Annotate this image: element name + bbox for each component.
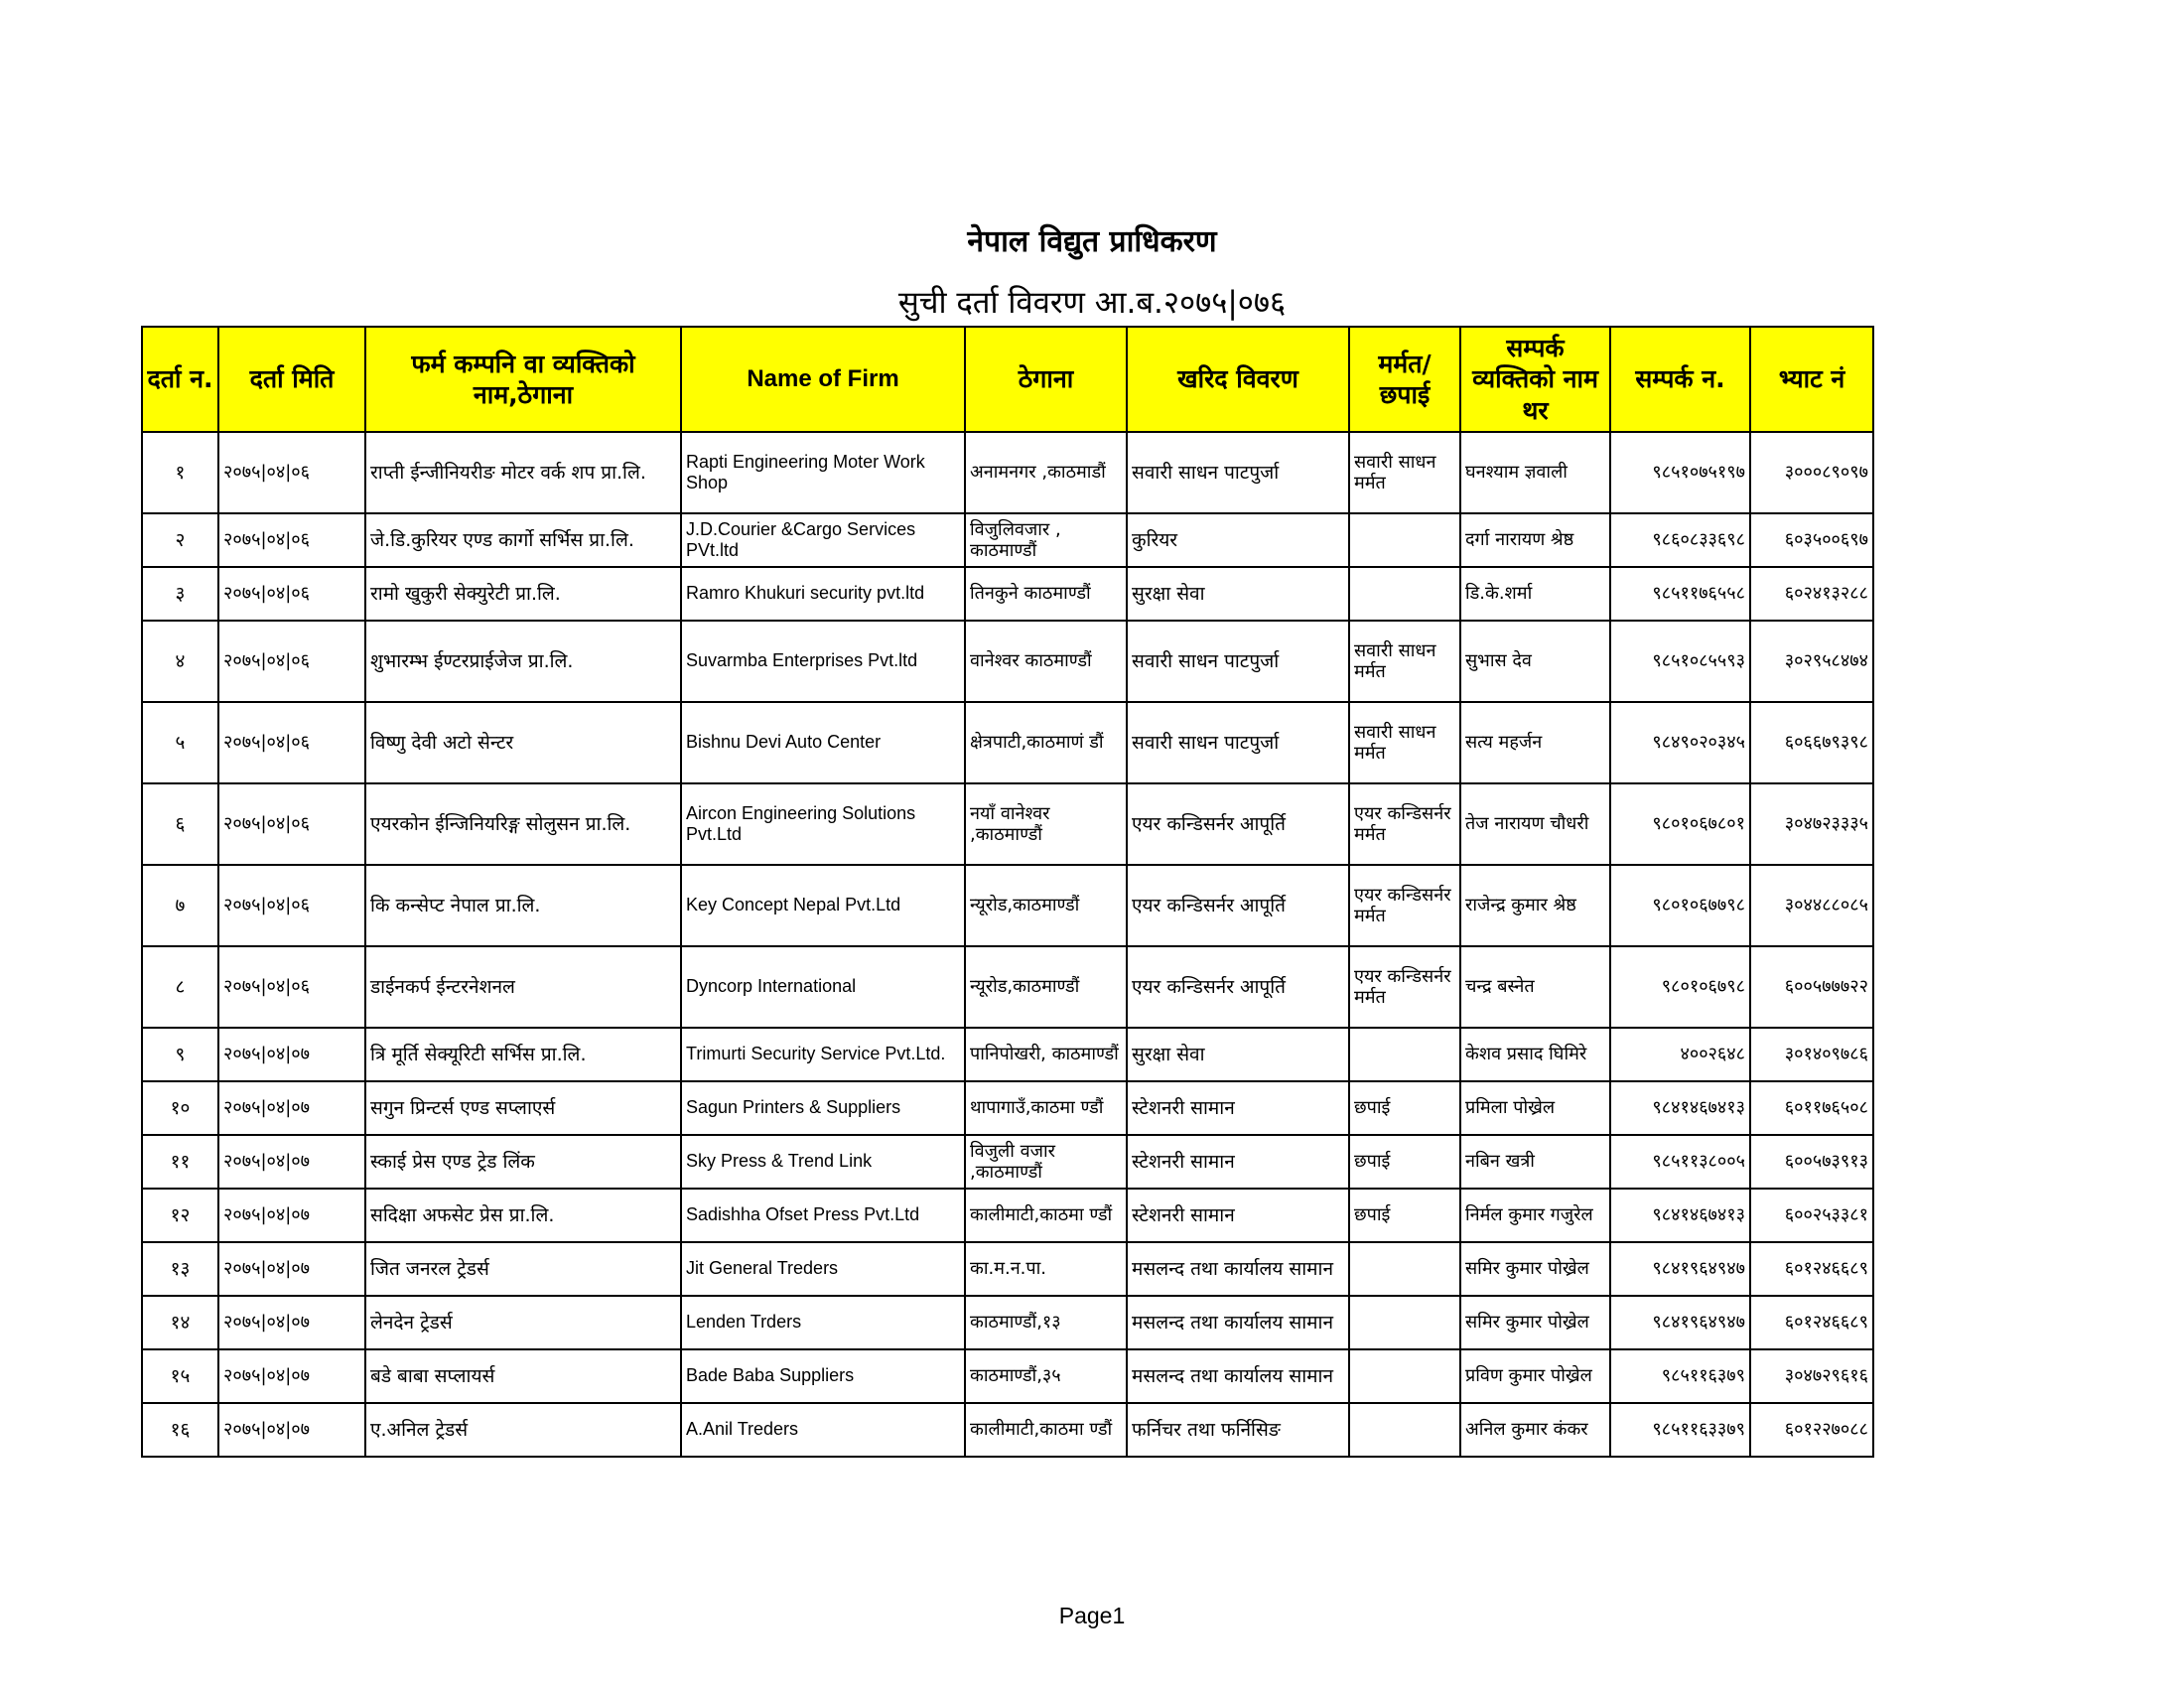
cell-purchase: मसलन्द तथा कार्यालय सामान: [1127, 1349, 1349, 1403]
cell-reg-date: २०७५|०४|०७: [218, 1349, 365, 1403]
cell-purchase: मसलन्द तथा कार्यालय सामान: [1127, 1242, 1349, 1296]
cell-reg-no: १: [142, 432, 218, 513]
cell-repair: छपाई: [1349, 1189, 1460, 1242]
cell-contact-person: सत्य महर्जन: [1460, 702, 1610, 783]
cell-firm-name-en: Rapti Engineering Moter Work Shop: [681, 432, 965, 513]
cell-firm-name-np: स्काई प्रेस एण्ड ट्रेड लिंक: [365, 1135, 681, 1189]
cell-repair: एयर कन्डिसर्नर मर्मत: [1349, 946, 1460, 1028]
table-row: [142, 1081, 1873, 1135]
cell-reg-date: २०७५|०४|०७: [218, 1081, 365, 1135]
cell-firm-name-en: Lenden Trders: [681, 1296, 965, 1349]
cell-address: थापागाउँ,काठमा ण्डौं: [965, 1081, 1127, 1135]
cell-repair: [1349, 1349, 1460, 1403]
cell-firm-name-en: Sky Press & Trend Link: [681, 1135, 965, 1189]
cell-vat-no: ६०१२४६६८९: [1750, 1242, 1873, 1296]
cell-repair: सवारी साधन मर्मत: [1349, 432, 1460, 513]
cell-address: वानेश्वर काठमाण्डौं: [965, 621, 1127, 702]
cell-reg-no: ६: [142, 783, 218, 865]
table-row: [142, 1189, 1873, 1242]
cell-vat-no: ६०१२४६६८९: [1750, 1296, 1873, 1349]
cell-firm-name-en: Ramro Khukuri security pvt.ltd: [681, 567, 965, 621]
cell-purchase: सवारी साधन पाटपुर्जा: [1127, 702, 1349, 783]
cell-repair: [1349, 1403, 1460, 1457]
cell-vat-no: ६०११७६५०८: [1750, 1081, 1873, 1135]
cell-contact-no: ९८४१४६७४१३: [1610, 1081, 1750, 1135]
cell-reg-date: २०७५|०४|०७: [218, 1135, 365, 1189]
cell-purchase: एयर कन्डिसर्नर आपूर्ति: [1127, 946, 1349, 1028]
cell-reg-date: २०७५|०४|०६: [218, 702, 365, 783]
cell-reg-date: २०७५|०४|०६: [218, 432, 365, 513]
cell-firm-name-np: कि कन्सेप्ट नेपाल प्रा.लि.: [365, 865, 681, 946]
cell-reg-date: २०७५|०४|०७: [218, 1189, 365, 1242]
cell-firm-name-en: Key Concept Nepal Pvt.Ltd: [681, 865, 965, 946]
table-body: [142, 432, 1873, 1457]
cell-purchase: एयर कन्डिसर्नर आपूर्ति: [1127, 783, 1349, 865]
cell-contact-person: सुभास देव: [1460, 621, 1610, 702]
cell-vat-no: ६०१२२७०८८: [1750, 1403, 1873, 1457]
cell-purchase: सुरक्षा सेवा: [1127, 1028, 1349, 1081]
cell-reg-no: १३: [142, 1242, 218, 1296]
cell-repair: [1349, 1296, 1460, 1349]
cell-contact-person: केशव प्रसाद घिमिरे: [1460, 1028, 1610, 1081]
cell-contact-no: ९८०१०६७८०१: [1610, 783, 1750, 865]
cell-firm-name-np: लेनदेन ट्रेडर्स: [365, 1296, 681, 1349]
cell-contact-no: ९८५११३८००५: [1610, 1135, 1750, 1189]
cell-firm-name-np: सगुन प्रिन्टर्स एण्ड सप्लाएर्स: [365, 1081, 681, 1135]
cell-repair: [1349, 1028, 1460, 1081]
cell-vat-no: ३०२९५८४७४: [1750, 621, 1873, 702]
cell-contact-person: नबिन खत्री: [1460, 1135, 1610, 1189]
cell-contact-no: ९८०१०६७७९८: [1610, 865, 1750, 946]
header-purchase: खरिद विवरण: [1127, 327, 1349, 432]
cell-firm-name-en: J.D.Courier &Cargo Services PVt.ltd: [681, 513, 965, 567]
cell-reg-date: २०७५|०४|०७: [218, 1296, 365, 1349]
cell-reg-no: ३: [142, 567, 218, 621]
table-row: [142, 1242, 1873, 1296]
cell-purchase: स्टेशनरी सामान: [1127, 1189, 1349, 1242]
registration-table: [141, 326, 1874, 1458]
cell-address: तिनकुने काठमाण्डौं: [965, 567, 1127, 621]
cell-address: न्यूरोड,काठमाण्डौं: [965, 946, 1127, 1028]
cell-contact-person: प्रविण कुमार पोख्रेल: [1460, 1349, 1610, 1403]
cell-reg-date: २०७५|०४|०६: [218, 946, 365, 1028]
cell-contact-no: ९८४१९६४९४७: [1610, 1296, 1750, 1349]
cell-repair: सवारी साधन मर्मत: [1349, 621, 1460, 702]
table-row: [142, 513, 1873, 567]
cell-repair: [1349, 1242, 1460, 1296]
table-row: [142, 1135, 1873, 1189]
cell-firm-name-en: Sadishha Ofset Press Pvt.Ltd: [681, 1189, 965, 1242]
cell-reg-date: २०७५|०४|०६: [218, 783, 365, 865]
cell-purchase: फर्निचर तथा फर्निसिङ: [1127, 1403, 1349, 1457]
document-subtitle: सुची दर्ता विवरण आ.ब.२०७५|०७६: [897, 285, 1287, 321]
cell-reg-no: ८: [142, 946, 218, 1028]
table-row: [142, 1296, 1873, 1349]
cell-reg-no: ७: [142, 865, 218, 946]
cell-vat-no: ६०३५००६९७: [1750, 513, 1873, 567]
table-row: [142, 1028, 1873, 1081]
cell-reg-date: २०७५|०४|०७: [218, 1028, 365, 1081]
table-row: [142, 1403, 1873, 1457]
cell-purchase: मसलन्द तथा कार्यालय सामान: [1127, 1296, 1349, 1349]
cell-vat-no: ३०१४०९७८६: [1750, 1028, 1873, 1081]
cell-reg-no: ५: [142, 702, 218, 783]
cell-contact-no: ९८५११६३७९: [1610, 1349, 1750, 1403]
cell-contact-no: ९८५११७६५५८: [1610, 567, 1750, 621]
cell-address: विजुलिवजार , काठमाण्डौं: [965, 513, 1127, 567]
header-reg-no: दर्ता न.: [142, 327, 218, 432]
cell-address: काठमाण्डौं,३५: [965, 1349, 1127, 1403]
cell-vat-no: ३०४७२९६१६: [1750, 1349, 1873, 1403]
cell-reg-date: २०७५|०४|०६: [218, 567, 365, 621]
cell-repair: एयर कन्डिसर्नर मर्मत: [1349, 865, 1460, 946]
cell-firm-name-en: Bishnu Devi Auto Center: [681, 702, 965, 783]
cell-firm-name-en: Suvarmba Enterprises Pvt.ltd: [681, 621, 965, 702]
cell-reg-no: १४: [142, 1296, 218, 1349]
cell-contact-person: चन्द्र बस्नेत: [1460, 946, 1610, 1028]
table-row: [142, 702, 1873, 783]
cell-contact-no: ९८५१०८५५९३: [1610, 621, 1750, 702]
cell-firm-name-en: Jit General Treders: [681, 1242, 965, 1296]
table-header-row: [142, 327, 1873, 432]
cell-contact-person: राजेन्द्र कुमार श्रेष्ठ: [1460, 865, 1610, 946]
cell-firm-name-np: त्रि मूर्ति सेक्यूरिटी सर्भिस प्रा.लि.: [365, 1028, 681, 1081]
cell-reg-no: १२: [142, 1189, 218, 1242]
cell-contact-person: प्रमिला पोख्रेल: [1460, 1081, 1610, 1135]
cell-firm-name-np: जे.डि.कुरियर एण्ड कार्गो सर्भिस प्रा.लि.: [365, 513, 681, 567]
cell-contact-no: ९८४१४६७४१३: [1610, 1189, 1750, 1242]
cell-vat-no: ६००२५३३८१: [1750, 1189, 1873, 1242]
cell-contact-no: ९८०१०६७९८: [1610, 946, 1750, 1028]
table-row: [142, 567, 1873, 621]
header-reg-date: दर्ता मिति: [218, 327, 365, 432]
page-number: Page1: [1058, 1603, 1126, 1628]
cell-reg-no: १०: [142, 1081, 218, 1135]
cell-firm-name-np: एयरकोन ईन्जिनियरिङ्ग सोलुसन प्रा.लि.: [365, 783, 681, 865]
header-firm-name-en: Name of Firm: [681, 327, 965, 432]
cell-contact-no: ९८४९०२०३४५: [1610, 702, 1750, 783]
cell-address: क्षेत्रपाटी,काठमाणं डौं: [965, 702, 1127, 783]
cell-address: नयाँ वानेश्वर ,काठमाण्डौं: [965, 783, 1127, 865]
cell-contact-person: दर्गा नारायण श्रेष्ठ: [1460, 513, 1610, 567]
cell-firm-name-np: बडे बाबा सप्लायर्स: [365, 1349, 681, 1403]
cell-reg-date: २०७५|०४|०७: [218, 1242, 365, 1296]
cell-reg-date: २०७५|०४|०६: [218, 513, 365, 567]
table-row: [142, 946, 1873, 1028]
cell-reg-date: २०७५|०४|०७: [218, 1403, 365, 1457]
table-row: [142, 432, 1873, 513]
cell-purchase: एयर कन्डिसर्नर आपूर्ति: [1127, 865, 1349, 946]
header-repair: मर्मत/छपाई: [1349, 327, 1460, 432]
cell-firm-name-en: Aircon Engineering Solutions Pvt.Ltd: [681, 783, 965, 865]
cell-reg-no: १५: [142, 1349, 218, 1403]
cell-address: विजुली वजार ,काठमाण्डौं: [965, 1135, 1127, 1189]
cell-reg-no: ४: [142, 621, 218, 702]
cell-contact-no: ४००२६४८: [1610, 1028, 1750, 1081]
cell-vat-no: ३०००८९०९७: [1750, 432, 1873, 513]
cell-vat-no: ६०६६७९३९८: [1750, 702, 1873, 783]
cell-vat-no: ६०२४१३२८८: [1750, 567, 1873, 621]
header-vat-no: भ्याट नं: [1750, 327, 1873, 432]
cell-contact-person: समिर कुमार पोख्रेल: [1460, 1296, 1610, 1349]
cell-vat-no: ६००५७३९१३: [1750, 1135, 1873, 1189]
table-row: [142, 783, 1873, 865]
cell-purchase: सुरक्षा सेवा: [1127, 567, 1349, 621]
cell-firm-name-np: सदिक्षा अफसेट प्रेस प्रा.लि.: [365, 1189, 681, 1242]
cell-address: का.म.न.पा.: [965, 1242, 1127, 1296]
cell-contact-no: ९८५११६३३७९: [1610, 1403, 1750, 1457]
cell-firm-name-np: डाईनकर्प ईन्टरनेशनल: [365, 946, 681, 1028]
header-contact-person: सम्पर्क व्यक्तिको नाम थर: [1460, 327, 1610, 432]
cell-contact-person: घनश्याम ज्ञवाली: [1460, 432, 1610, 513]
table-row: [142, 621, 1873, 702]
cell-address: पानिपोखरी, काठमाण्डौं: [965, 1028, 1127, 1081]
cell-repair: छपाई: [1349, 1081, 1460, 1135]
cell-firm-name-en: Bade Baba Suppliers: [681, 1349, 965, 1403]
table-row: [142, 865, 1873, 946]
cell-contact-no: ९८६०८३३६९८: [1610, 513, 1750, 567]
cell-vat-no: ३०४४८८०८५: [1750, 865, 1873, 946]
cell-repair: [1349, 513, 1460, 567]
header-address: ठेगाना: [965, 327, 1127, 432]
cell-reg-no: ९: [142, 1028, 218, 1081]
cell-reg-no: २: [142, 513, 218, 567]
cell-purchase: स्टेशनरी सामान: [1127, 1135, 1349, 1189]
cell-repair: छपाई: [1349, 1135, 1460, 1189]
cell-firm-name-np: रामो खुकुरी सेक्युरेटी प्रा.लि.: [365, 567, 681, 621]
cell-purchase: सवारी साधन पाटपुर्जा: [1127, 621, 1349, 702]
cell-reg-no: ११: [142, 1135, 218, 1189]
table-row: [142, 1349, 1873, 1403]
cell-firm-name-np: जित जनरल ट्रेडर्स: [365, 1242, 681, 1296]
cell-repair: [1349, 567, 1460, 621]
cell-contact-person: डि.के.शर्मा: [1460, 567, 1610, 621]
cell-reg-date: २०७५|०४|०६: [218, 865, 365, 946]
cell-firm-name-en: A.Anil Treders: [681, 1403, 965, 1457]
cell-firm-name-np: ए.अनिल ट्रेडर्स: [365, 1403, 681, 1457]
header-contact-no: सम्पर्क न.: [1610, 327, 1750, 432]
cell-contact-person: अनिल कुमार कंकर: [1460, 1403, 1610, 1457]
cell-purchase: स्टेशनरी सामान: [1127, 1081, 1349, 1135]
cell-firm-name-np: राप्ती ईन्जीनियरीङ मोटर वर्क शप प्रा.लि.: [365, 432, 681, 513]
cell-address: न्यूरोड,काठमाण्डौं: [965, 865, 1127, 946]
cell-address: कालीमाटी,काठमा ण्डौं: [965, 1189, 1127, 1242]
cell-address: कालीमाटी,काठमा ण्डौं: [965, 1403, 1127, 1457]
cell-repair: एयर कन्डिसर्नर मर्मत: [1349, 783, 1460, 865]
cell-reg-no: १६: [142, 1403, 218, 1457]
cell-contact-no: ९८४१९६४९४७: [1610, 1242, 1750, 1296]
cell-vat-no: ६००५७७७२२: [1750, 946, 1873, 1028]
cell-address: काठमाण्डौं,१३: [965, 1296, 1127, 1349]
cell-repair: सवारी साधन मर्मत: [1349, 702, 1460, 783]
document-title: नेपाल विद्युत प्राधिकरण: [967, 224, 1217, 259]
cell-reg-date: २०७५|०४|०६: [218, 621, 365, 702]
cell-contact-person: निर्मल कुमार गजुरेल: [1460, 1189, 1610, 1242]
cell-address: अनामनगर ,काठमाडौं: [965, 432, 1127, 513]
cell-firm-name-en: Dyncorp International: [681, 946, 965, 1028]
cell-firm-name-np: विष्णु देवी अटो सेन्टर: [365, 702, 681, 783]
cell-contact-no: ९८५१०७५१९७: [1610, 432, 1750, 513]
header-firm-name-np: फर्म कम्पनि वा व्यक्तिको नाम,ठेगाना: [365, 327, 681, 432]
cell-purchase: सवारी साधन पाटपुर्जा: [1127, 432, 1349, 513]
cell-contact-person: तेज नारायण चौधरी: [1460, 783, 1610, 865]
cell-contact-person: समिर कुमार पोख्रेल: [1460, 1242, 1610, 1296]
cell-firm-name-en: Trimurti Security Service Pvt.Ltd.: [681, 1028, 965, 1081]
cell-firm-name-en: Sagun Printers & Suppliers: [681, 1081, 965, 1135]
cell-purchase: कुरियर: [1127, 513, 1349, 567]
cell-vat-no: ३०४७२३३३५: [1750, 783, 1873, 865]
cell-firm-name-np: शुभारम्भ ईण्टरप्राईजेज प्रा.लि.: [365, 621, 681, 702]
